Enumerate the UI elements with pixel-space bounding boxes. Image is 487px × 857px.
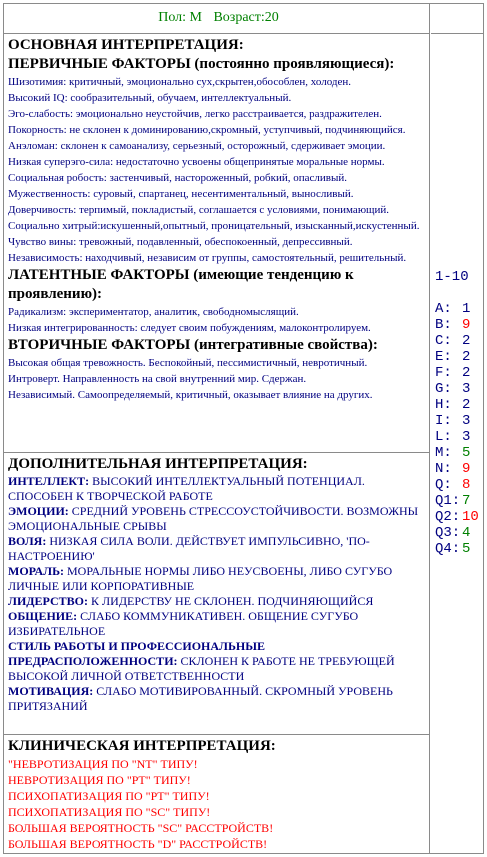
clinical-interpretation-section [4,735,429,852]
primary-factor-item: Высокий IQ: сообразительный, обучаем, интеллектуальный. [8,92,292,104]
factor-key: I: [435,413,452,429]
scale-range: 1-10 [435,269,469,285]
factor-key: Q: [435,477,452,493]
factor-row [435,333,479,349]
additional-item-label: ЛИДЕРСТВО: [8,594,89,608]
secondary-factors-list [8,355,429,403]
factor-row [435,525,479,541]
clinical-interpretation-title: КЛИНИЧЕСКАЯ ИНТЕРПРЕТАЦИЯ: [8,738,276,754]
additional-item-text: СКЛОНЕН К РАБОТЕ НЕ ТРЕБУЮЩЕЙ ВЫСОКОЙ ЛИЧНОЙ ОТВЕТСТВЕННОСТИ [8,654,395,683]
factor-key: H: [435,397,452,413]
factor-row [435,349,479,365]
main-interpretation-title: ОСНОВНАЯ ИНТЕРПРЕТАЦИЯ: [8,37,244,53]
factor-value: 5 [462,541,471,557]
factor-value: 7 [462,493,471,509]
primary-factor-item: Покорность: не склонен к доминированию,скромный, уступчивый, подчиняющийся. [8,124,406,136]
primary-factor-item: Эго-слабость: эмоционально неустойчив, легко расстраивается, раздражителен. [8,108,382,120]
factor-key: A: [435,301,452,317]
interpretation-panel [4,4,430,853]
additional-item-text: НИЗКАЯ СИЛА ВОЛИ. ДЕЙСТВУЕТ ИМПУЛЬСИВНО, 'ПО-НАСТРОЕНИЮ' [8,534,370,563]
factor-value: 2 [462,333,471,349]
secondary-factor-item: Интроверт. Направленность на свой внутренний мир. Сдержан. [8,373,307,385]
additional-item-label: ВОЛЯ: [8,534,47,548]
factor-row [435,301,479,317]
factor-row [435,477,479,493]
additional-item-text: СЛАБО МОТИВИРОВАННЫЙ. СКРОМНЫЙ УРОВЕНЬ ПРИТЯЗАНИЙ [8,684,393,713]
additional-interpretation-section [4,453,429,735]
factor-value: 9 [462,317,471,333]
latent-factor-item: Радикализм: экспериментатор, аналитик, свободномыслящий. [8,306,299,318]
additional-item [8,684,429,714]
factor-row [435,365,479,381]
factor-row [435,429,479,445]
additional-item-label: ОБЩЕНИЕ: [8,609,78,623]
latent-factors-list [8,304,429,336]
factor-value: 5 [462,445,471,461]
factor-key: L: [435,429,452,445]
age-label: Возраст:20 [213,10,279,25]
additional-item [8,639,429,684]
factor-rows [435,301,479,557]
side-header-cell [431,4,483,34]
additional-item [8,564,429,594]
profile-header [4,4,429,34]
gender-label: Пол: М [158,10,202,25]
factor-value: 8 [462,477,471,493]
main-interpretation-section [4,34,429,453]
factor-key: Q4: [435,541,461,557]
factor-scale [435,269,479,557]
factor-value: 2 [462,365,471,381]
primary-factor-item: Низкая суперэго-сила: недостаточно усвоены общепринятые моральные нормы. [8,156,385,168]
primary-factors-title: ПЕРВИЧНЫЕ ФАКТОРЫ (постоянно проявляющиеся): [8,56,395,72]
factor-key: F: [435,365,452,381]
clinical-item: ПСИХОПАТИЗАЦИЯ ПО "SC" ТИПУ! [8,805,211,819]
additional-item [8,504,429,534]
clinical-item: "НЕВРОТИЗАЦИЯ ПО "NT" ТИПУ! [8,757,198,771]
factor-row [435,461,479,477]
report-frame [3,3,484,854]
primary-factor-item: Социально хитрый:искушенный,опытный, проницательный, изысканный,искустенный. [8,220,420,232]
primary-factor-item: Независимость: находчивый, независим от группы, самостоятельный, решительный. [8,252,407,264]
clinical-item: НЕВРОТИЗАЦИЯ ПО "PT" ТИПУ! [8,773,191,787]
factor-key: Q1: [435,493,461,509]
factor-key: B: [435,317,452,333]
additional-item-label: СТИЛЬ РАБОТЫ И ПРОФЕССИОНАЛЬНЫЕ ПРЕДРАСПОЛОЖЕННОСТИ: [8,639,266,668]
primary-factor-item: Мужественность: суровый, спартанец, несентиментальный, выносливый. [8,188,354,200]
factor-value: 4 [462,525,471,541]
additional-item-label: МОТИВАЦИЯ: [8,684,94,698]
factor-key: G: [435,381,452,397]
secondary-factors-title: ВТОРИЧНЫЕ ФАКТОРЫ (интегративные свойства): [8,337,378,353]
additional-item-label: МОРАЛЬ: [8,564,64,578]
factor-scale-panel [431,4,483,853]
additional-interpretation-title: ДОПОЛНИТЕЛЬНАЯ ИНТЕРПРЕТАЦИЯ: [8,456,308,472]
additional-item [8,534,429,564]
primary-factors-list [8,74,429,266]
factor-value: 3 [462,429,471,445]
additional-item [8,474,429,504]
factor-row [435,509,479,525]
factor-key: E: [435,349,452,365]
additional-item-text: МОРАЛЬНЫЕ НОРМЫ ЛИБО НЕУСВОЕНЫ, ЛИБО СУГУБО ЛИЧНЫЕ ИЛИ КОРПОРАТИВНЫЕ [8,564,393,593]
factor-value: 3 [462,381,471,397]
primary-factor-item: Доверчивость: терпимый, покладистый, соглашается с условиями, понимающий. [8,204,390,216]
factor-value: 9 [462,461,471,477]
primary-factor-item: Шизотимия: критичный, эмоционально сух,скрытен,обособлен, холоден. [8,76,352,88]
secondary-factor-item: Независимый. Самоопределяемый, критичный, оказывает влияние на других. [8,389,373,401]
additional-list [8,474,429,714]
factor-key: Q2: [435,509,461,525]
factor-value: 2 [462,397,471,413]
latent-factors-title: ЛАТЕНТНЫЕ ФАКТОРЫ (имеющие тенденцию к проявлению): [8,267,354,302]
primary-factor-item: Чувство вины: тревожный, подавленный, обеспокоенный, депрессивный. [8,236,353,248]
factor-row [435,493,479,509]
factor-row [435,317,479,333]
factor-value: 10 [462,509,479,525]
factor-key: C: [435,333,452,349]
additional-item-label: ЭМОЦИИ: [8,504,69,518]
factor-key: Q3: [435,525,461,541]
clinical-item: БОЛЬШАЯ ВЕРОЯТНОСТЬ "D" РАССТРОЙСТВ! [8,837,268,851]
latent-factor-item: Низкая интегрированность: следует своим побуждениям, малоконтролируем. [8,322,371,334]
factor-row [435,381,479,397]
additional-item-text: СРЕДНИЙ УРОВЕНЬ СТРЕССОУСТОЙЧИВОСТИ. ВОЗМОЖНЫ ЭМОЦИОНАЛЬНЫЕ СРЫВЫ [8,504,419,533]
factor-row [435,445,479,461]
clinical-item: БОЛЬШАЯ ВЕРОЯТНОСТЬ "SC" РАССТРОЙСТВ! [8,821,274,835]
additional-item-text: СЛАБО КОММУНИКАТИВЕН. ОБЩЕНИЕ СУГУБО ИЗБИРАТЕЛЬНОЕ [8,609,359,638]
factor-row [435,413,479,429]
secondary-factor-item: Высокая общая тревожность. Беспокойный, пессимистичный, невротичный. [8,357,368,369]
clinical-item: ПСИХОПАТИЗАЦИЯ ПО "PT" ТИПУ! [8,789,210,803]
additional-item [8,609,429,639]
factor-key: N: [435,461,452,477]
factor-value: 2 [462,349,471,365]
factor-row [435,541,479,557]
additional-item-text: ВЫСОКИЙ ИНТЕЛЛЕКТУАЛЬНЫЙ ПОТЕНЦИАЛ. СПОСОБЕН К ТВОРЧЕСКОЙ РАБОТЕ [8,474,365,503]
primary-factor-item: Анэломан: склонен к самоанализу, серьезный, осторожный, сдерживает эмоции. [8,140,386,152]
factor-value: 3 [462,413,471,429]
factor-key: M: [435,445,452,461]
additional-item-text: К ЛИДЕРСТВУ НЕ СКЛОНЕН. ПОДЧИНЯЮЩИЙСЯ [88,594,374,608]
additional-item-label: ИНТЕЛЛЕКТ: [8,474,90,488]
factor-value: 1 [462,301,471,317]
clinical-list [8,756,429,852]
additional-item [8,594,429,609]
primary-factor-item: Социальная робость: застенчивый, настороженный, робкий, опасливый. [8,172,348,184]
factor-row [435,397,479,413]
